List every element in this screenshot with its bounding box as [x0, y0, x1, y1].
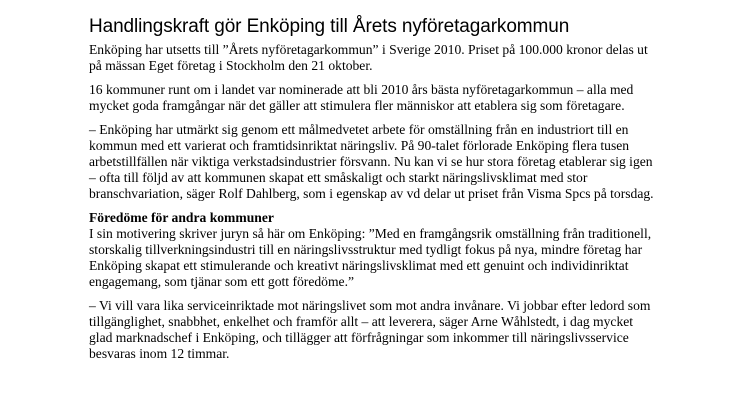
dahlberg-quote-paragraph: – Enköping har utmärkt sig genom ett målmedvetet arbete för omställning från en industriort till en kommun med ett varierat och framtidsinriktat näringsliv. På 90-talet förlorade Enköping flera tusen arbetstillfällen när viktiga verkstadsindustrier försvann. Nu kan vi se hur stora företag etablerar sig igen – ofta till följd av att kommunen skapat ett småskaligt och starkt näringslivsklimat med stor branschvariation, säger Rolf Dahlberg, som i egenskap av vd delar ut priset från Visma Spcs på torsdag. [89, 122, 654, 201]
intro-paragraph: Enköping har utsetts till ”Årets nyföretagarkommun” i Sverige 2010. Priset på 100.000 kronor delas ut på mässan Eget företag i Stockholm den 21 oktober. [89, 42, 648, 73]
jury-motivation-paragraph: I sin motivering skriver juryn så här om Enköping: ”Med en framgångsrik omställning från traditionell, storskalig tillverkningsindustri till en näringslivsstruktur med tydligt fokus på nya, mindre företag har Enköping skapat ett stimulerande och kreativt näringslivsklimat med ett genuint och individinriktat engagemang, som tjänar som ett gott föredöme.” [89, 226, 652, 289]
document-page [89, 0, 659, 362]
section-subheading: Föredöme för andra kommuner [89, 210, 274, 225]
nominees-paragraph: 16 kommuner runt om i landet var nominerade att bli 2010 års bästa nyföretagarkommun – alla med mycket goda framgångar när det gäller att stimulera fler människor att etablera sig som företagare. [89, 82, 634, 113]
wahlstedt-quote-paragraph: – Vi vill vara lika serviceinriktade mot näringslivet som mot andra invånare. Vi jobbar efter ledord som tillgänglighet, snabbhet, enkelhet och framför allt – att leverera, säger Arne Wåhlstedt, i dag mycket glad marknadschef i Enköping, och tillägger att förfrågningar som inkommer till näringslivsservice besvaras inom 12 timmar. [89, 298, 651, 361]
article-title: Handlingskraft gör Enköping till Årets nyföretagarkommun [89, 16, 570, 37]
